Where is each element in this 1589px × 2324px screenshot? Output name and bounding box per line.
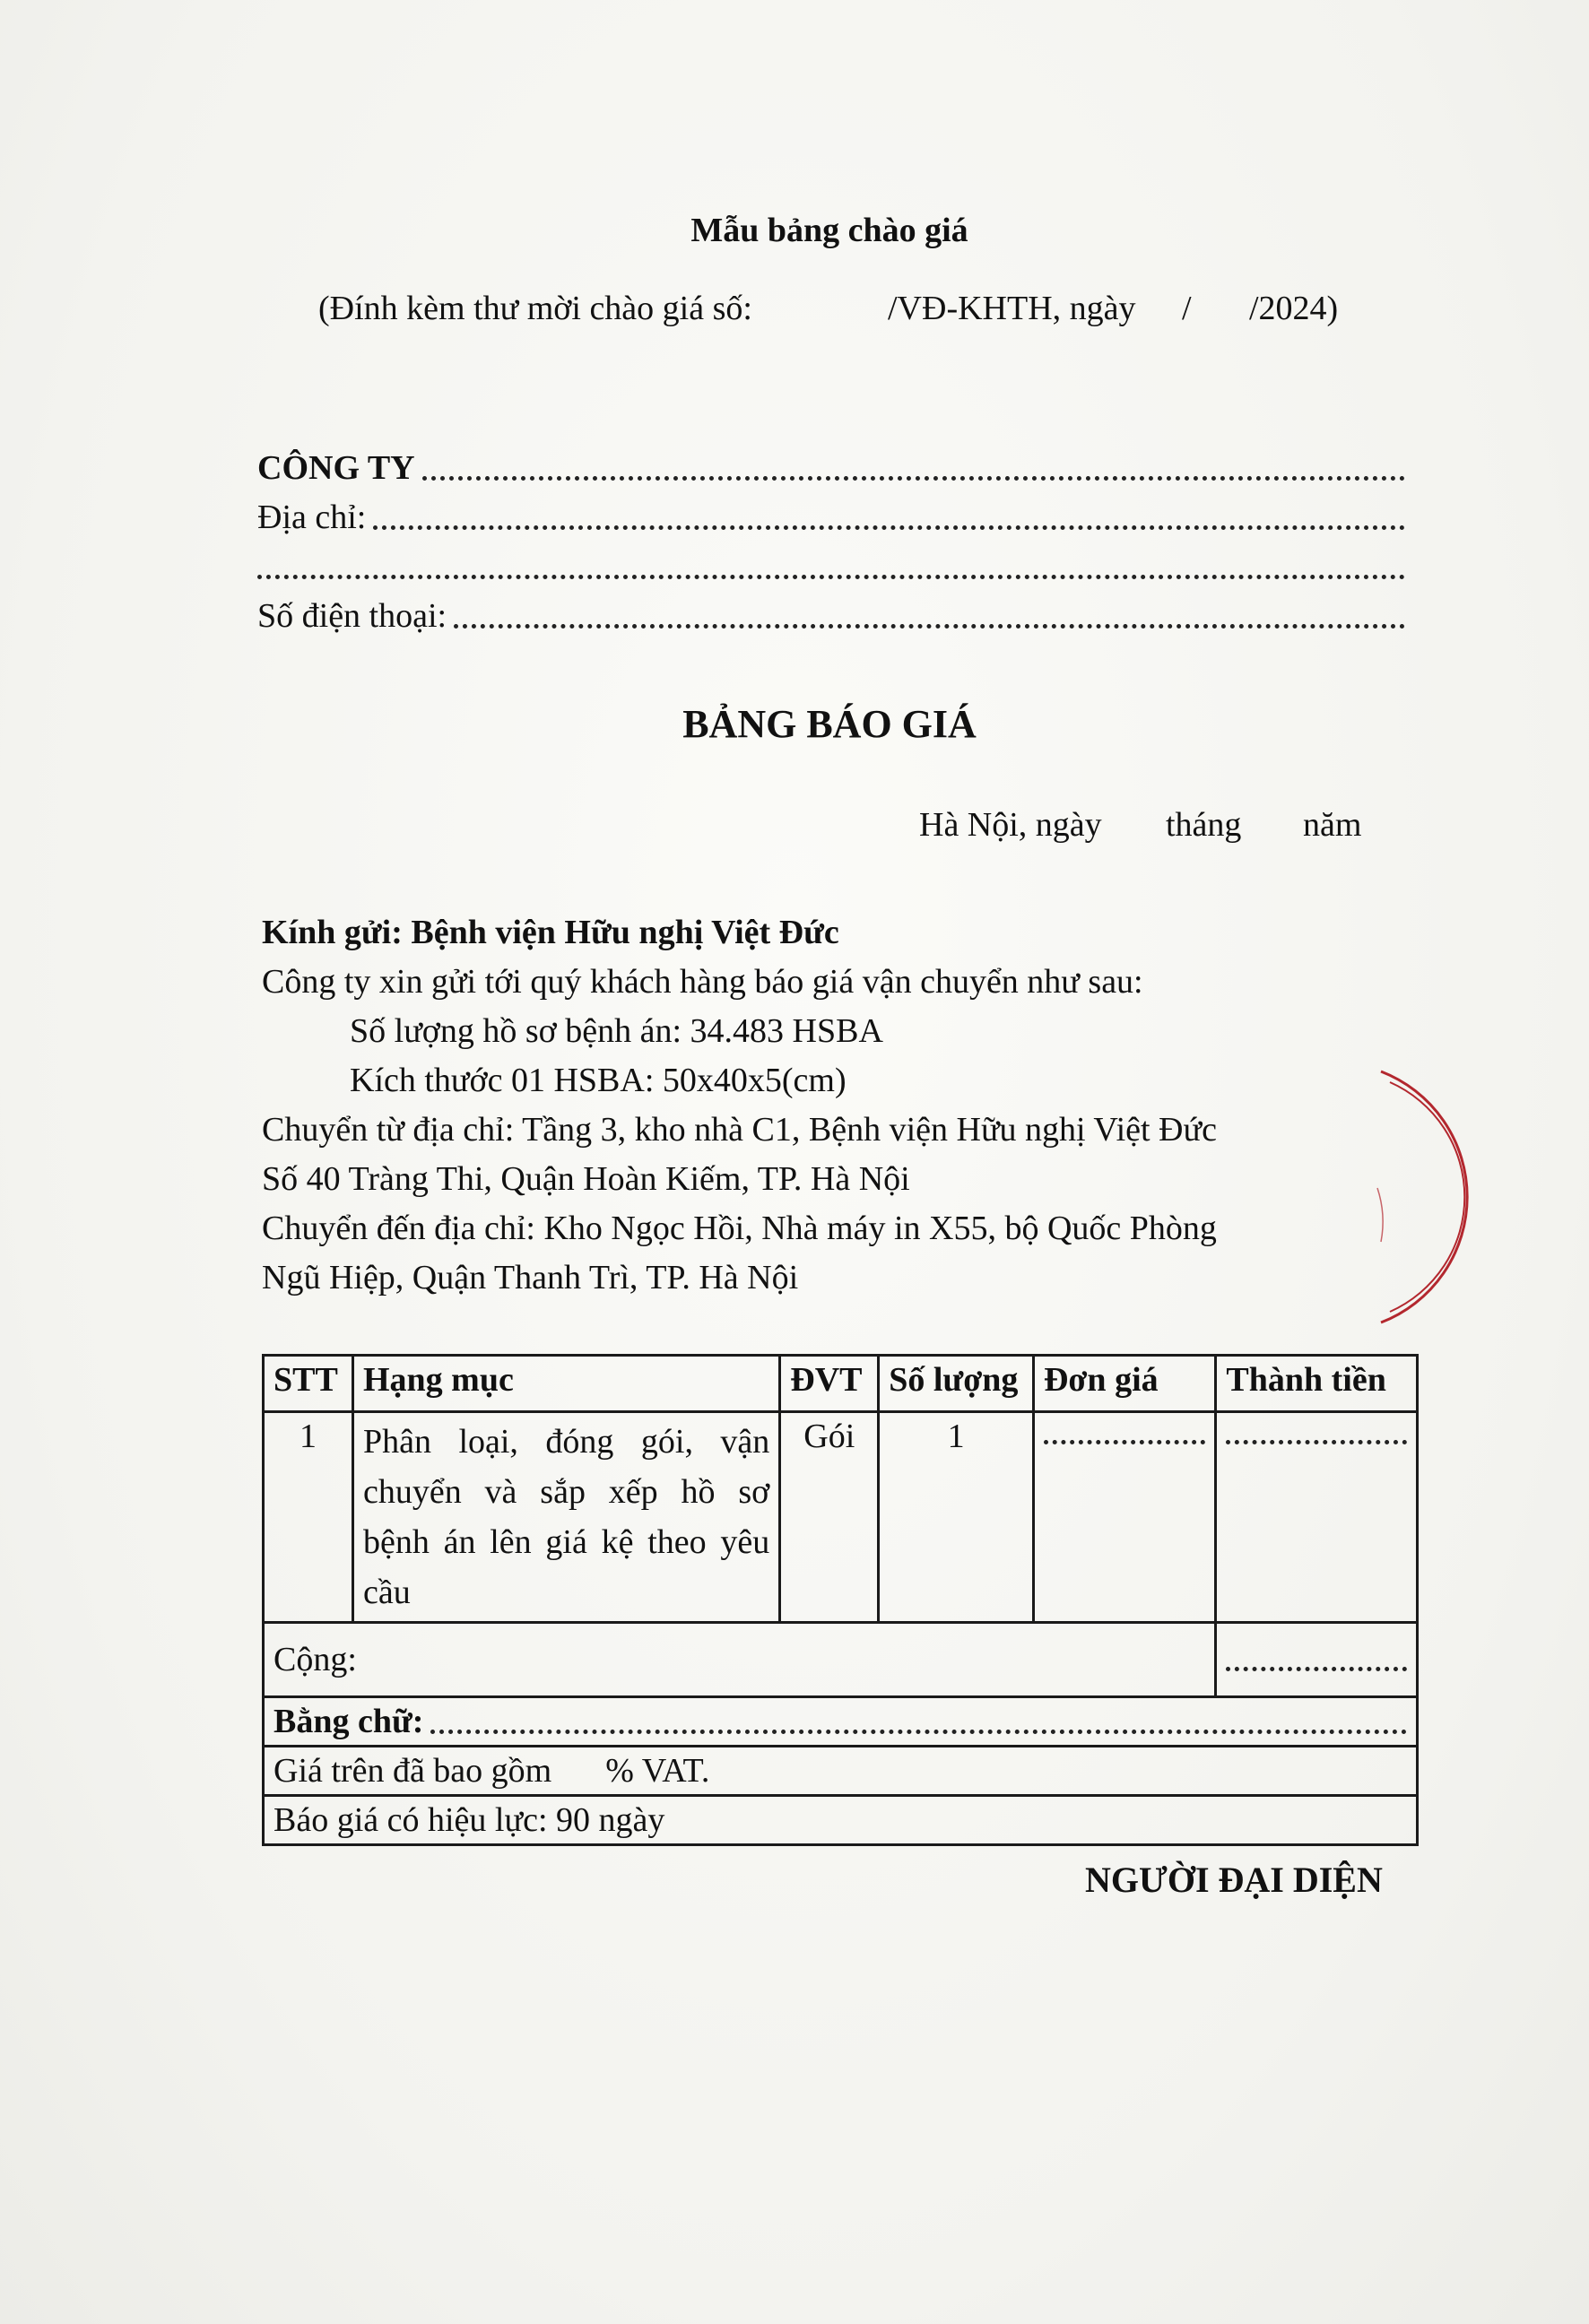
vat-label: Giá trên đã bao gồm	[274, 1752, 552, 1790]
from-address-line-2: Số 40 Tràng Thi, Quận Hoàn Kiếm, TP. Hà Nội	[262, 1160, 910, 1198]
intro-line: Công ty xin gửi tới quý khách hàng báo giá vận chuyển như sau:	[262, 963, 1143, 1001]
company-label: CÔNG TY	[257, 449, 415, 487]
place-date-year: năm	[1303, 806, 1362, 844]
record-count-line: Số lượng hồ sơ bệnh án: 34.483 HSBA	[350, 1012, 883, 1050]
table-header-row	[264, 1356, 1418, 1412]
vat-percent-label: % VAT.	[605, 1752, 710, 1790]
quote-title: BẢNG BÁO GIÁ	[682, 702, 977, 746]
row-quantity: 1	[879, 1412, 1034, 1623]
header-quantity: Số lượng	[879, 1356, 1034, 1412]
header-unit-price: Đơn giá	[1033, 1356, 1215, 1412]
amount-in-words-blank	[430, 1730, 1407, 1734]
attachment-note-slash: /	[1182, 290, 1192, 327]
amount-blank	[1226, 1440, 1407, 1444]
header-stt: STT	[264, 1356, 353, 1412]
row-unit: Gói	[780, 1412, 879, 1623]
from-address-line: Chuyển từ địa chỉ: Tầng 3, kho nhà C1, Bệnh viện Hữu nghị Việt Đức	[262, 1111, 1217, 1149]
attachment-note-year: /2024)	[1249, 290, 1339, 327]
vat-cell	[264, 1747, 1418, 1796]
place-date-day: Hà Nội, ngày	[919, 806, 1102, 844]
representative-signature-label: NGƯỜI ĐẠI DIỆN	[1085, 1860, 1383, 1900]
recipient-line: Kính gửi: Bệnh viện Hữu nghị Việt Đức	[262, 914, 839, 951]
validity-row	[264, 1796, 1418, 1845]
phone-label: Số điện thoại:	[257, 597, 447, 635]
record-size-line: Kích thước 01 HSBA: 50x40x5(cm)	[350, 1062, 847, 1099]
header-item: Hạng mục	[352, 1356, 779, 1412]
table-row	[264, 1412, 1418, 1623]
total-amount-blank	[1226, 1667, 1407, 1671]
red-seal-stamp-fragment	[1345, 1062, 1524, 1331]
total-row	[264, 1623, 1418, 1697]
address-continuation-field	[257, 547, 1405, 586]
unit-price-blank	[1044, 1440, 1205, 1444]
header-amount: Thành tiền	[1216, 1356, 1418, 1412]
phone-field	[257, 596, 1405, 636]
form-title: Mẫu bảng chào giá	[690, 212, 968, 249]
header-unit: ĐVT	[780, 1356, 879, 1412]
validity-text: Báo giá có hiệu lực: 90 ngày	[264, 1796, 1418, 1845]
place-date-month: tháng	[1166, 806, 1242, 844]
amount-in-words-cell	[264, 1697, 1418, 1747]
vat-row	[264, 1747, 1418, 1796]
phone-blank	[454, 624, 1405, 629]
to-address-line: Chuyển đến địa chỉ: Kho Ngọc Hồi, Nhà máy in X55, bộ Quốc Phòng	[262, 1210, 1217, 1247]
attachment-note-reference: /VĐ-KHTH, ngày	[888, 290, 1136, 327]
total-amount-cell	[1216, 1623, 1418, 1697]
address-continuation-blank	[257, 575, 1405, 579]
row-amount-cell	[1216, 1412, 1418, 1623]
total-label: Cộng:	[264, 1623, 1216, 1697]
company-name-field	[257, 448, 1405, 488]
address-field	[257, 498, 1405, 537]
row-stt: 1	[264, 1412, 353, 1623]
company-name-blank	[422, 476, 1405, 481]
amount-in-words-row	[264, 1697, 1418, 1747]
amount-in-words-label: Bằng chữ:	[274, 1703, 424, 1740]
address-blank	[373, 525, 1405, 530]
row-item-description: Phân loại, đóng gói, vận chuyển và sắp xếp hồ sơ bệnh án lên giá kệ theo yêu cầu	[352, 1412, 779, 1623]
quote-table	[262, 1354, 1419, 1846]
to-address-line-2: Ngũ Hiệp, Quận Thanh Trì, TP. Hà Nội	[262, 1259, 799, 1296]
row-unit-price-cell	[1033, 1412, 1215, 1623]
attachment-note-prefix: (Đính kèm thư mời chào giá số:	[318, 290, 752, 327]
address-label: Địa chỉ:	[257, 499, 367, 536]
